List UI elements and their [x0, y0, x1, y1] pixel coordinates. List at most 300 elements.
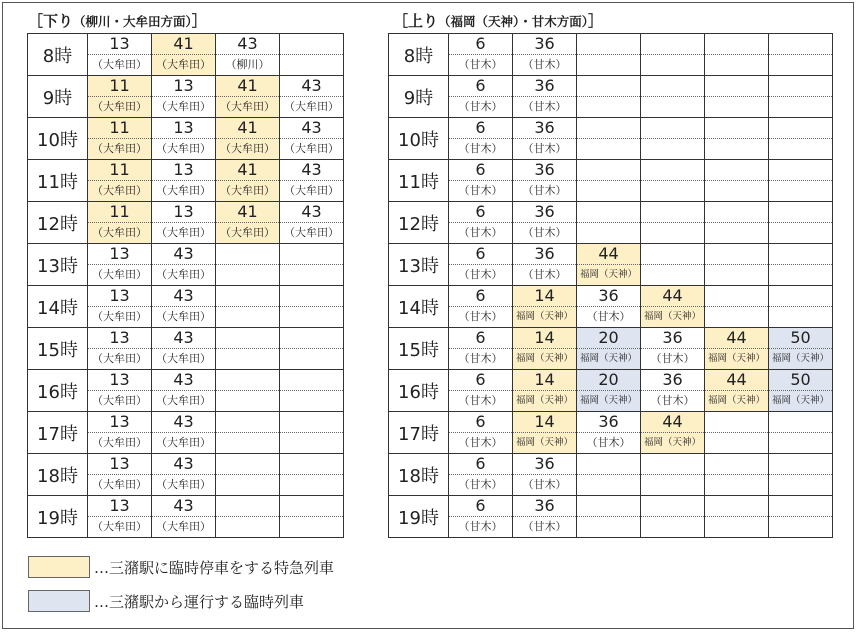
- empty-cell: [641, 76, 705, 118]
- empty-cell: [577, 34, 641, 76]
- departure-cell: [449, 244, 513, 286]
- hour-label: 13時: [389, 244, 449, 286]
- destination: （大牟田）: [88, 306, 151, 327]
- departure-minute: 11: [109, 118, 130, 137]
- destination: [769, 432, 832, 453]
- destination: [216, 474, 279, 495]
- empty-cell: [641, 160, 705, 202]
- timetable-row: [28, 328, 344, 370]
- departure-minute: 43: [173, 244, 194, 263]
- departure-minute: [577, 34, 640, 54]
- destination: （甘木）: [449, 432, 512, 453]
- empty-cell: [641, 496, 705, 538]
- timetable-row: [389, 118, 833, 160]
- departure-minute: [705, 118, 768, 138]
- departure-minute: 41: [237, 160, 258, 179]
- empty-cell: [769, 118, 833, 160]
- destination: （大牟田）: [152, 222, 215, 243]
- destination: （甘木）: [513, 264, 576, 285]
- departure-cell: [449, 160, 513, 202]
- departure-minute: [769, 496, 832, 516]
- destination: 福岡（天神）: [513, 390, 576, 411]
- departure-minute: 41: [237, 76, 258, 95]
- destination: [705, 306, 768, 327]
- timetable-row: [28, 244, 344, 286]
- departure-minute: [705, 496, 768, 516]
- destination: [577, 516, 640, 537]
- destination: [280, 390, 343, 411]
- destination: （甘木）: [641, 348, 704, 369]
- departure-cell: [641, 286, 705, 328]
- destination: （大牟田）: [152, 516, 215, 537]
- departure-minute: 13: [109, 454, 130, 473]
- destination: [577, 96, 640, 117]
- down-title-close: ］: [191, 12, 207, 30]
- empty-cell: [216, 286, 280, 328]
- destination: [641, 516, 704, 537]
- up-title-sub: （福岡（天神）・甘木方面）: [438, 14, 589, 29]
- departure-minute: [641, 454, 704, 474]
- empty-cell: [216, 328, 280, 370]
- empty-cell: [705, 118, 769, 160]
- destination: （大牟田）: [88, 516, 151, 537]
- departure-cell: [152, 76, 216, 118]
- destination: [216, 306, 279, 327]
- departure-minute: [280, 328, 343, 348]
- departure-minute: 6: [475, 286, 486, 305]
- destination: （大牟田）: [88, 180, 151, 201]
- departure-cell: [513, 202, 577, 244]
- departure-minute: 36: [534, 202, 555, 221]
- destination: 福岡（天神）: [705, 348, 768, 369]
- destination: （甘木）: [513, 474, 576, 495]
- departure-cell: [769, 328, 833, 370]
- empty-cell: [641, 34, 705, 76]
- departure-cell: [152, 244, 216, 286]
- destination: 福岡（天神）: [513, 348, 576, 369]
- departure-minute: 43: [173, 496, 194, 515]
- departure-minute: 6: [475, 454, 486, 473]
- destination: [705, 222, 768, 243]
- destination: [577, 54, 640, 75]
- departure-cell: [88, 370, 152, 412]
- departure-minute: 44: [726, 328, 747, 347]
- hour-label: 16時: [389, 370, 449, 412]
- destination: （大牟田）: [152, 306, 215, 327]
- timetable-row: [28, 202, 344, 244]
- departure-cell: [449, 202, 513, 244]
- destination: [769, 54, 832, 75]
- timetable-row: [389, 286, 833, 328]
- departure-cell: [449, 118, 513, 160]
- departure-minute: 43: [173, 370, 194, 389]
- destination: [705, 432, 768, 453]
- departure-minute: 41: [237, 118, 258, 137]
- up-title-main: ［上り: [393, 12, 439, 30]
- departure-minute: 36: [598, 412, 619, 431]
- empty-cell: [280, 412, 344, 454]
- timetable-row: [28, 370, 344, 412]
- departure-minute: 36: [534, 34, 555, 53]
- up-title-close: ］: [588, 12, 604, 30]
- departure-minute: [216, 286, 279, 306]
- departure-cell: [280, 76, 344, 118]
- departure-minute: 14: [534, 328, 555, 347]
- destination: [641, 222, 704, 243]
- up-timetable-title: [393, 10, 603, 31]
- empty-cell: [577, 76, 641, 118]
- departure-cell: [88, 160, 152, 202]
- departure-minute: 36: [534, 454, 555, 473]
- destination: [769, 96, 832, 117]
- timetable-row: [389, 412, 833, 454]
- timetable-row: [28, 496, 344, 538]
- departure-minute: [577, 496, 640, 516]
- legend-label-extra-train: …三潴駅から運行する臨時列車: [94, 592, 305, 611]
- departure-minute: [705, 454, 768, 474]
- destination: （甘木）: [449, 306, 512, 327]
- destination: （甘木）: [449, 180, 512, 201]
- departure-minute: [769, 244, 832, 264]
- destination: （甘木）: [513, 138, 576, 159]
- destination: [577, 474, 640, 495]
- departure-minute: 13: [109, 286, 130, 305]
- departure-minute: 6: [475, 160, 486, 179]
- destination: 福岡（天神）: [641, 432, 704, 453]
- departure-minute: [641, 76, 704, 96]
- destination: [577, 222, 640, 243]
- departure-cell: [641, 412, 705, 454]
- departure-cell: [152, 118, 216, 160]
- destination: （大牟田）: [88, 138, 151, 159]
- down-timetable: [27, 33, 344, 538]
- departure-minute: 20: [598, 370, 619, 389]
- departure-minute: 44: [662, 286, 683, 305]
- destination: 福岡（天神）: [577, 390, 640, 411]
- destination: [216, 264, 279, 285]
- empty-cell: [769, 496, 833, 538]
- departure-cell: [216, 202, 280, 244]
- destination: （大牟田）: [152, 474, 215, 495]
- timetable-row: [389, 244, 833, 286]
- destination: （大牟田）: [88, 348, 151, 369]
- departure-minute: 14: [534, 370, 555, 389]
- departure-minute: 43: [301, 118, 322, 137]
- destination: （甘木）: [513, 516, 576, 537]
- destination: （大牟田）: [152, 180, 215, 201]
- departure-cell: [88, 328, 152, 370]
- departure-cell: [88, 496, 152, 538]
- departure-cell: [280, 118, 344, 160]
- timetable-row: [28, 412, 344, 454]
- departure-minute: 43: [173, 412, 194, 431]
- timetable-row: [389, 202, 833, 244]
- hour-label: 15時: [28, 328, 88, 370]
- empty-cell: [216, 454, 280, 496]
- departure-minute: 41: [237, 202, 258, 221]
- departure-minute: [705, 286, 768, 306]
- hour-label: 16時: [28, 370, 88, 412]
- empty-cell: [705, 496, 769, 538]
- empty-cell: [705, 286, 769, 328]
- destination: 福岡（天神）: [769, 348, 832, 369]
- departure-cell: [769, 370, 833, 412]
- timetable-row: [28, 286, 344, 328]
- destination: （甘木）: [513, 222, 576, 243]
- destination: [641, 138, 704, 159]
- timetable-row: [28, 160, 344, 202]
- empty-cell: [769, 412, 833, 454]
- departure-cell: [216, 76, 280, 118]
- departure-minute: 13: [173, 202, 194, 221]
- departure-minute: 43: [301, 76, 322, 95]
- destination: 福岡（天神）: [641, 306, 704, 327]
- departure-cell: [513, 496, 577, 538]
- timetable-row: [389, 160, 833, 202]
- departure-cell: [449, 454, 513, 496]
- destination: （甘木）: [449, 348, 512, 369]
- departure-cell: [88, 202, 152, 244]
- destination: [280, 348, 343, 369]
- destination: （大牟田）: [88, 222, 151, 243]
- departure-minute: [280, 34, 343, 54]
- departure-minute: 36: [598, 286, 619, 305]
- timetable-row: [28, 118, 344, 160]
- departure-cell: [513, 454, 577, 496]
- destination: （甘木）: [449, 54, 512, 75]
- hour-label: 17時: [28, 412, 88, 454]
- destination: [577, 180, 640, 201]
- empty-cell: [280, 496, 344, 538]
- empty-cell: [705, 202, 769, 244]
- departure-cell: [152, 370, 216, 412]
- departure-minute: [577, 76, 640, 96]
- hour-label: 14時: [28, 286, 88, 328]
- departure-minute: 6: [475, 496, 486, 515]
- destination: [769, 474, 832, 495]
- departure-minute: 13: [109, 328, 130, 347]
- departure-minute: [769, 118, 832, 138]
- empty-cell: [280, 454, 344, 496]
- destination: （大牟田）: [216, 138, 279, 159]
- destination: 福岡（天神）: [769, 390, 832, 411]
- destination: [641, 474, 704, 495]
- departure-minute: 13: [109, 412, 130, 431]
- departure-cell: [88, 412, 152, 454]
- destination: （甘木）: [449, 264, 512, 285]
- destination: （大牟田）: [88, 390, 151, 411]
- timetable-row: [28, 454, 344, 496]
- destination: （大牟田）: [88, 54, 151, 75]
- destination: [216, 516, 279, 537]
- departure-minute: [641, 244, 704, 264]
- destination: [705, 54, 768, 75]
- destination: [641, 54, 704, 75]
- departure-minute: 13: [173, 118, 194, 137]
- departure-minute: 6: [475, 412, 486, 431]
- departure-cell: [577, 370, 641, 412]
- hour-label: 18時: [28, 454, 88, 496]
- departure-minute: [641, 202, 704, 222]
- departure-minute: 11: [109, 160, 130, 179]
- departure-minute: 13: [173, 160, 194, 179]
- departure-cell: [88, 118, 152, 160]
- empty-cell: [577, 454, 641, 496]
- destination: （大牟田）: [152, 348, 215, 369]
- hour-label: 8時: [389, 34, 449, 76]
- departure-minute: [216, 412, 279, 432]
- departure-minute: [641, 160, 704, 180]
- hour-label: 11時: [28, 160, 88, 202]
- destination: [280, 516, 343, 537]
- departure-cell: [449, 286, 513, 328]
- timetable-row: [389, 34, 833, 76]
- timetable-row: [28, 76, 344, 118]
- departure-cell: [280, 202, 344, 244]
- destination: [769, 516, 832, 537]
- departure-minute: [705, 34, 768, 54]
- legend-swatch-blue: [28, 590, 90, 612]
- departure-minute: [769, 412, 832, 432]
- departure-minute: 43: [301, 160, 322, 179]
- timetable-row: [28, 34, 344, 76]
- destination: [280, 306, 343, 327]
- destination: （大牟田）: [216, 96, 279, 117]
- destination: 福岡（天神）: [705, 390, 768, 411]
- departure-minute: 6: [475, 118, 486, 137]
- empty-cell: [641, 244, 705, 286]
- departure-minute: 36: [534, 244, 555, 263]
- hour-label: 10時: [389, 118, 449, 160]
- empty-cell: [705, 244, 769, 286]
- departure-cell: [449, 412, 513, 454]
- empty-cell: [705, 34, 769, 76]
- destination: （大牟田）: [280, 222, 343, 243]
- destination: [769, 138, 832, 159]
- departure-cell: [449, 34, 513, 76]
- destination: （大牟田）: [280, 96, 343, 117]
- destination: [641, 180, 704, 201]
- hour-label: 10時: [28, 118, 88, 160]
- destination: [705, 96, 768, 117]
- destination: [705, 138, 768, 159]
- hour-label: 14時: [389, 286, 449, 328]
- empty-cell: [769, 160, 833, 202]
- departure-minute: 13: [109, 244, 130, 263]
- departure-cell: [513, 34, 577, 76]
- departure-minute: [280, 412, 343, 432]
- departure-cell: [152, 34, 216, 76]
- departure-minute: 36: [534, 76, 555, 95]
- timetable-row: [389, 454, 833, 496]
- departure-cell: [513, 244, 577, 286]
- destination: （甘木）: [449, 222, 512, 243]
- empty-cell: [641, 118, 705, 160]
- destination: [769, 180, 832, 201]
- departure-minute: 11: [109, 76, 130, 95]
- departure-cell: [88, 454, 152, 496]
- empty-cell: [577, 160, 641, 202]
- departure-minute: [280, 496, 343, 516]
- hour-label: 8時: [28, 34, 88, 76]
- departure-minute: [705, 412, 768, 432]
- departure-minute: [641, 34, 704, 54]
- destination: [641, 264, 704, 285]
- departure-minute: 44: [598, 244, 619, 263]
- departure-cell: [280, 160, 344, 202]
- destination: （甘木）: [577, 432, 640, 453]
- departure-minute: [577, 160, 640, 180]
- empty-cell: [280, 244, 344, 286]
- departure-cell: [152, 160, 216, 202]
- departure-minute: 43: [237, 34, 258, 53]
- destination: （甘木）: [449, 390, 512, 411]
- departure-minute: 6: [475, 202, 486, 221]
- up-timetable: [388, 33, 833, 538]
- departure-minute: 6: [475, 244, 486, 263]
- departure-minute: 20: [598, 328, 619, 347]
- empty-cell: [216, 412, 280, 454]
- departure-minute: 50: [790, 370, 811, 389]
- departure-minute: 6: [475, 328, 486, 347]
- departure-minute: [216, 454, 279, 474]
- departure-minute: 14: [534, 286, 555, 305]
- legend-swatch-yellow: [28, 556, 90, 578]
- departure-minute: 43: [173, 286, 194, 305]
- empty-cell: [769, 34, 833, 76]
- departure-minute: [705, 202, 768, 222]
- empty-cell: [577, 202, 641, 244]
- destination: （甘木）: [577, 306, 640, 327]
- down-title-main: ［下り: [28, 12, 74, 30]
- destination: （大牟田）: [152, 96, 215, 117]
- departure-cell: [449, 370, 513, 412]
- departure-minute: [769, 454, 832, 474]
- timetable-row: [389, 370, 833, 412]
- empty-cell: [769, 202, 833, 244]
- departure-cell: [513, 76, 577, 118]
- destination: （大牟田）: [152, 390, 215, 411]
- departure-cell: [152, 496, 216, 538]
- departure-minute: 6: [475, 34, 486, 53]
- destination: [280, 432, 343, 453]
- departure-cell: [449, 328, 513, 370]
- legend-item-extra-train: [28, 590, 304, 612]
- departure-cell: [152, 412, 216, 454]
- destination: [280, 474, 343, 495]
- destination: （柳川）: [216, 54, 279, 75]
- departure-cell: [513, 412, 577, 454]
- departure-minute: 13: [109, 34, 130, 53]
- timetable-row: [389, 76, 833, 118]
- destination: 福岡（天神）: [577, 348, 640, 369]
- departure-cell: [641, 328, 705, 370]
- departure-minute: [577, 118, 640, 138]
- destination: [769, 222, 832, 243]
- departure-cell: [513, 328, 577, 370]
- destination: （大牟田）: [216, 222, 279, 243]
- hour-label: 9時: [389, 76, 449, 118]
- destination: [769, 264, 832, 285]
- timetable-row: [389, 328, 833, 370]
- departure-minute: 43: [173, 454, 194, 473]
- empty-cell: [216, 496, 280, 538]
- departure-cell: [705, 328, 769, 370]
- hour-label: 17時: [389, 412, 449, 454]
- destination: （大牟田）: [88, 264, 151, 285]
- departure-cell: [513, 118, 577, 160]
- departure-minute: [705, 160, 768, 180]
